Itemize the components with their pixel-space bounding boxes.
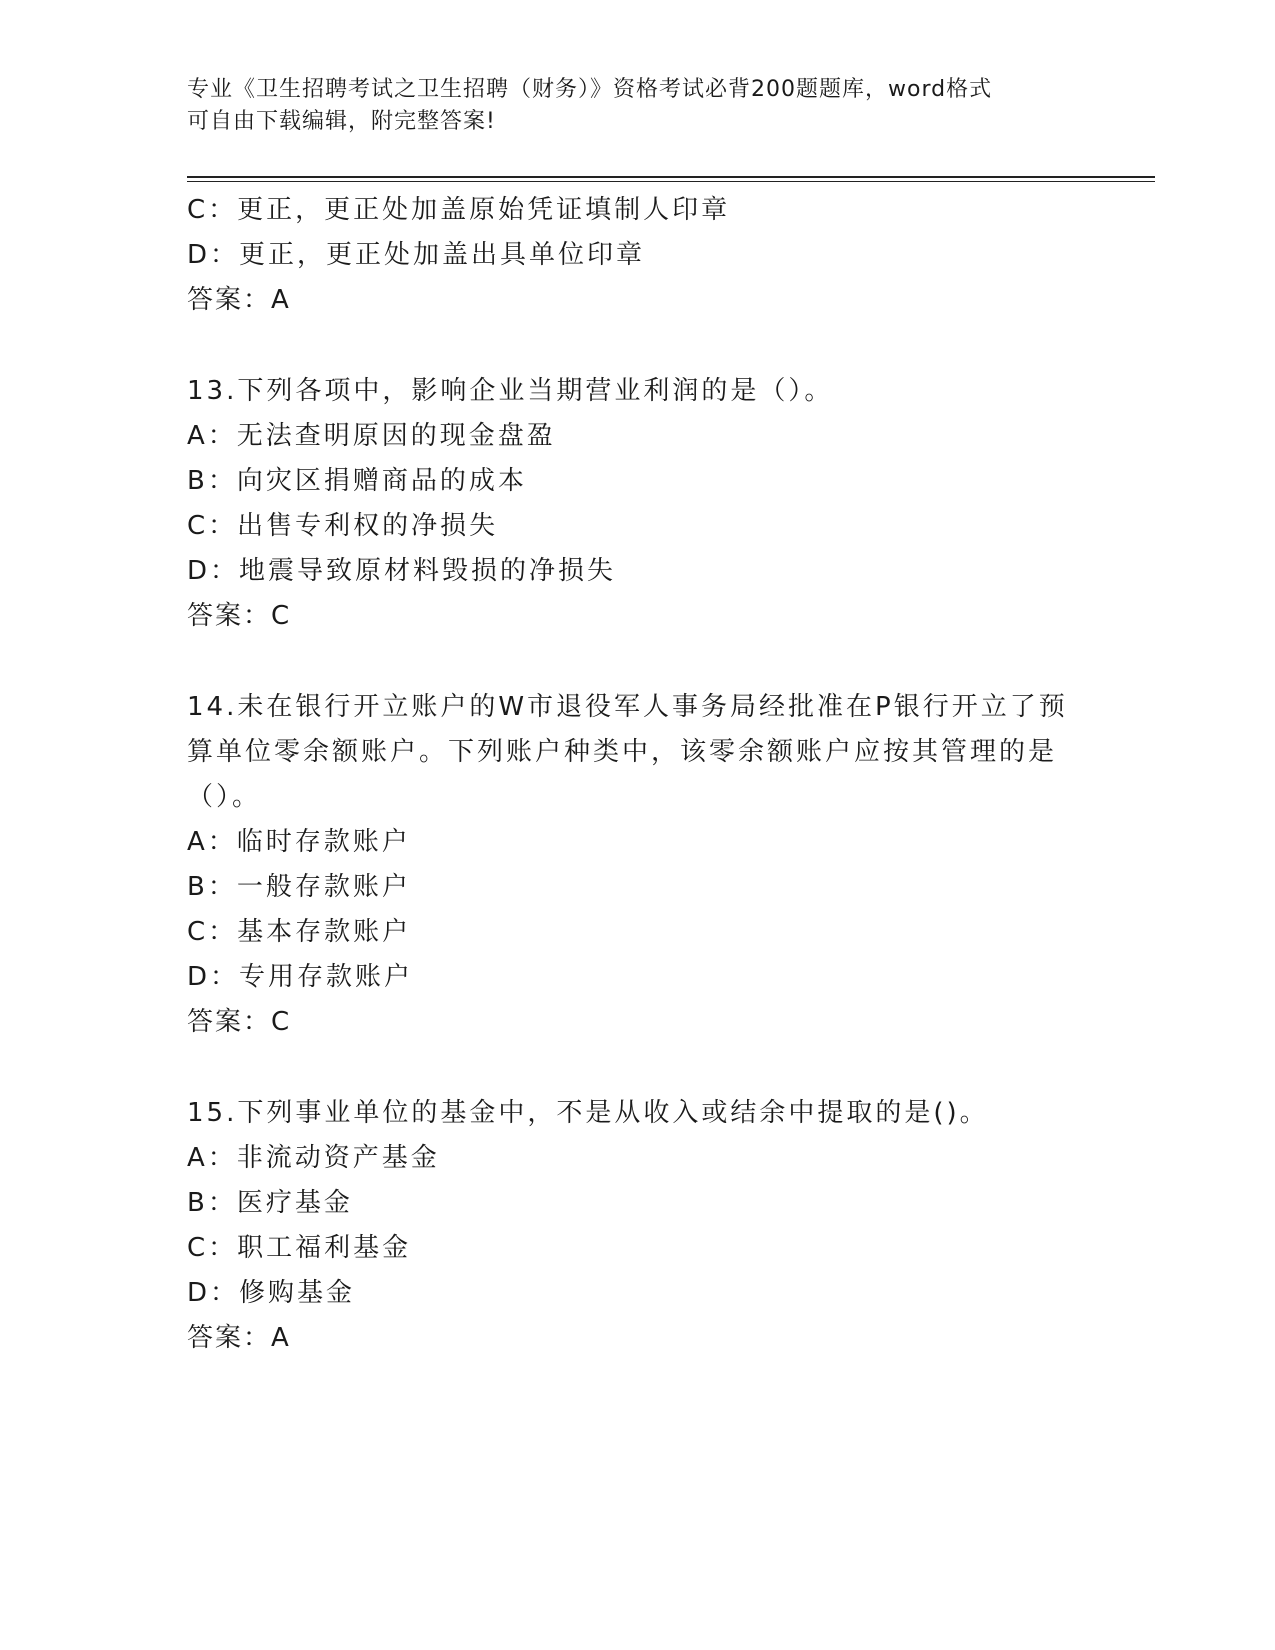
option-c: C：更正，更正处加盖原始凭证填制人印章 [187,195,731,225]
option-d: D：修购基金 [187,1278,356,1308]
spacer [187,323,1087,369]
answer-line: 答案：A [187,1323,291,1353]
header-title-line-1: 专业《卫生招聘考试之卫生招聘（财务）》资格考试必背200题题库，word格式 [187,77,993,102]
option-b: B：医疗基金 [187,1188,353,1218]
option-c: C：基本存款账户 [187,917,412,947]
option-a: A：临时存款账户 [187,827,411,857]
option-b: B：向灾区捐赠商品的成本 [187,466,527,496]
answer-line: 答案：A [187,285,291,315]
question-12-continued [187,188,1087,323]
question-stem-line-1: 14.未在银行开立账户的W市退役军人事务局经批准在P银行开立了预 [187,692,1068,722]
option-a: A：无法查明原因的现金盘盈 [187,421,556,451]
header-divider-thin [187,181,1155,182]
question-13 [187,369,1087,639]
question-stem: 15.下列事业单位的基金中，不是从收入或结余中提取的是()。 [187,1098,989,1128]
option-b: B：一般存款账户 [187,872,411,902]
question-content [187,188,1087,1361]
option-d: D：专用存款账户 [187,962,414,992]
document-header [187,74,1087,138]
option-d: D：地震导致原材料毁损的净损失 [187,556,617,586]
spacer [187,639,1087,685]
option-c: C：职工福利基金 [187,1233,412,1263]
question-15 [187,1091,1087,1361]
option-a: A：非流动资产基金 [187,1143,440,1173]
answer-line: 答案：C [187,1007,292,1037]
question-stem-line-2: 算单位零余额账户。下列账户种类中，该零余额账户应按其管理的是 [187,737,1058,767]
header-divider-thick [187,176,1155,178]
question-stem: 13.下列各项中，影响企业当期营业利润的是（）。 [187,376,834,406]
header-title-line-2: 可自由下载编辑，附完整答案! [187,109,496,134]
option-c: C：出售专利权的净损失 [187,511,499,541]
question-14 [187,685,1087,1045]
spacer [187,1045,1087,1091]
answer-line: 答案：C [187,601,292,631]
question-stem-line-3: （）。 [187,782,262,812]
option-d: D：更正，更正处加盖出具单位印章 [187,240,646,270]
